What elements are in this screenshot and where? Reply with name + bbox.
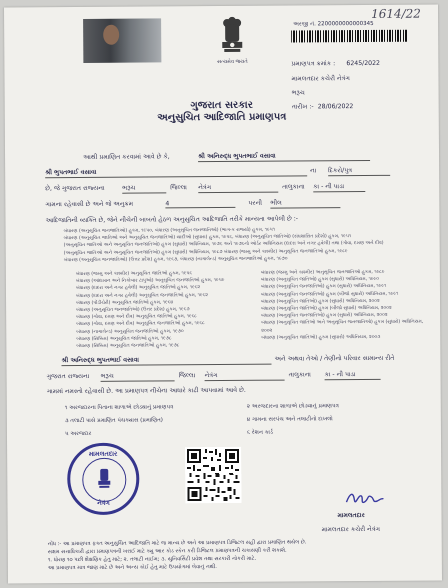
footer-note: આ પ્રમાણપત્ર માત્ર જાણ માટે છે અને અન્ય કોઈ હેતુ માટે ઉપયોગમાં લેવાનું નથી.	[47, 564, 217, 572]
taluka-label-2: તાલુકાના	[288, 371, 311, 379]
para-line: બંધારણ (અનુસૂચિત જાતિઓ અને અનુસૂચિત જનજાતિઓ) યાદીઓ (સુધારા) હુકમ, ૧૯૫૬, બંધારણ (અનુસૂચિત જાતિઓ) (સંઘશાસિત પ્રદેશો) હુકમ, ૧૯૫૧	[63, 234, 352, 242]
family-residence-text: અને અથવા તેઓ / તેણીનો પરિવાર સામાન્ય રીતે	[274, 354, 395, 363]
applicant-photo	[83, 18, 161, 63]
list-item: બંધારણ (પોંડીચેરી) અનુસૂચિત જાતિઓ હુકમ, ૧૯૬૪	[76, 300, 174, 306]
list-item: બંધારણ (અનુસૂચિત જનજાતિઓ) હુકમ (સુધારો) અધિનિયમ, ૧૯૯૧	[260, 284, 387, 291]
para-line: (અનુસૂચિત જાતિઓ અને અનુસૂચિત જનજાતિઓ) હુકમ (સુધારો) અધિનિયમ, ૧૯૮૭ બંધારણ (જમ્મુ અને કાશ્મીર) અનુસૂચિત જનજાતિઓ હુકમ, ૧૯૮૯	[63, 248, 348, 256]
basis-item: ૧ અરજદારના પિતાના શાળાએ છોડ્યાનું પ્રમાણપત્ર	[64, 404, 174, 412]
intro-text: આથી પ્રમાણિત કરવામાં આવે છે કે,	[83, 153, 170, 161]
relation: દિકરો/પુત્ર	[328, 167, 390, 176]
barcode-caption: અરજી નં. 2200000000000345	[293, 20, 374, 28]
officer-signature-icon	[344, 488, 384, 510]
list-item: બંધારણ (નાગાલેન્ડ) અનુસૂચિત જનજાતિઓ હુકમ, ૧૯૭૦	[76, 328, 184, 335]
district-1: ભરૂચ	[122, 184, 166, 193]
district-2: ભરૂચ	[101, 372, 175, 382]
footer-note: સક્ષમ સત્તાધિકારી દ્વારા પ્રમાણપત્રની ખરાઈ માટે ક્યુ આર કોડ સ્કેન કરી ડિજિટલ પ્રમાણપત્રની ચકાસણી કરી શકાશે.	[47, 547, 287, 556]
list-item: બંધારણ (જમ્મુ અને કાશ્મીર) અનુસૂચિત જાતિઓ હુકમ, ૧૯૫૬	[75, 271, 193, 278]
list-item: બંધારણ (અનુસૂચિત જાતિઓ અને અનુસૂચિત જનજાતિઓ) હુકમ (સુધારો) અધિનિયમ, ૨૦૦૨	[261, 320, 424, 334]
list-item: બંધારણ (ગોવા, દમણ અને દીવ) અનુસૂચિત જાતિઓ હુકમ, ૧૯૬૮	[76, 314, 197, 321]
applicant-name: શ્રી અનિરુદ્ધ ભુપતભાઈ વસાવા	[198, 152, 370, 162]
orders-list-left	[76, 270, 237, 350]
basis-item: ૩ તલાટી પાસે પ્રમાણિત પંચક્યાસ (પ્રમાણિત)	[64, 417, 163, 425]
residence-prefix: છે, જે ગુજરાત રાજ્યના	[45, 184, 105, 193]
basis-item: ૫ અરજદાર	[64, 430, 92, 438]
certificate-title: અનુસુચિત આદિજાતિ પ્રમાણપત્ર	[157, 111, 287, 124]
list-item: બંધારણ (દાદરા અને નગર હવેલી) અનુસૂચિત જનજાતિઓ હુકમ, ૧૯૬૨	[75, 292, 208, 299]
basis-statement: ગામમાં નમસ્તો રહેવાસી છે. આ પ્રમાણપત્ર નીચેના આધારે કાઢી આપવામાં આવે છે.	[46, 386, 246, 396]
taluka-2: નેત્રંગ	[205, 372, 285, 382]
signatory-office: મામલતદાર કચેરી નેત્રંગ	[321, 525, 381, 534]
orders-list-right	[261, 269, 423, 342]
issue-date: 28/06/2022	[317, 103, 354, 111]
state-emblem-icon	[212, 16, 252, 64]
list-item: બંધારણ (અનુસૂચિત જાતિઓ) હુકમ (સુધારો) અધિનિયમ, ૧૯૯૦	[260, 277, 380, 283]
basis-item: ૬ રેશન કાર્ડ	[246, 429, 274, 436]
para-line: (અનુસૂચિત જાતિઓ અને અનુસૂચિત જનજાતિઓ) હુકમ (સુધારો) અધિનિયમ, ૧૯૭૬ અને ૧૯૭૬નો ઓર્ડર અધિનિયમ (દાદરા અને નગર હવેલી) તથા (ગોવા, દમણ અને દીવ)	[63, 241, 384, 249]
basis-item: ૨ અરજદારના શાળાએ છોડ્યાનું પ્રમાણપત્ર	[246, 403, 339, 410]
issue-place: ભરૂચ	[291, 89, 305, 97]
district-label-1: જિલ્લા	[170, 184, 187, 192]
schedule-number: 4	[165, 200, 235, 208]
list-item: બંધારણ (અનુસૂચિત જનજાતિઓ) (ઉત્તર પ્રદેશ) હુકમ, ૧૯૬૭	[76, 307, 190, 314]
cert-number: 6245/2022	[346, 59, 380, 68]
footer-notes	[48, 538, 432, 573]
verification-qr-code	[185, 447, 241, 503]
schedule-mid: પરની	[248, 199, 263, 207]
certificate-page	[4, 4, 442, 583]
emblem-caption: સત્યમેવ જયતે	[217, 58, 248, 66]
footer-note: ૧. ધોરણ ૧૦ પછી શૈક્ષણિક હેતુ માટે; ૨. તલાટી નાઈમ; ૩. યુનિવર્સિટી પ્રવેશ તથા સરકારી નોકરી માટે.	[47, 555, 257, 564]
state-prefix: ગુજરાત રાજ્યના	[46, 372, 90, 381]
applicant-name-repeat: શ્રી અનિરુદ્ધ ભુપતભાઈ વસાવા	[61, 356, 271, 366]
cert-number-label: પ્રમાણપત્ર ક્રમાંક :	[291, 60, 336, 68]
list-item: બંધારણ (અનુસૂચિત જનજાતિઓ) હુકમ (સુધારો) અધિનિયમ, ૨૦૦૨	[261, 313, 388, 319]
issuing-office: મામલતદાર કચેરી નેત્રંગ	[291, 75, 350, 83]
signatory-title: મામલતદાર	[337, 512, 365, 520]
official-seal	[67, 443, 140, 516]
list-item: બંધારણ (અનુસૂચિત જનજાતિઓ) હુકમ (બીજો સુધારો) અધિનિયમ, ૧૯૯૧	[260, 291, 399, 298]
list-item: બંધારણ (આંદામાન અને નિકોબાર ટાપુઓ) અનુસૂચિત જનજાતિઓ હુકમ, ૧૯૫૯	[75, 278, 225, 285]
seal-emblem-icon	[94, 466, 114, 490]
footer-note: નોંધ :- આ પ્રમાણપત્ર ફક્ત અનુસુચિત આદિજાતિ માટે જ માન્ય છે અને આ પ્રમાણપત્ર ડિજિટલ સહી દ્વારા પ્રમાણિત થયેલ છે.	[47, 539, 307, 548]
seal-text-top: મામલતદાર	[88, 449, 118, 458]
list-item: બંધારણ (અનુસૂચિત જાતિઓ) હુકમ (સુધારો) અધિનિયમ, ૨૦૦૨	[261, 298, 380, 305]
tribe-name: ભીલ	[270, 199, 340, 208]
schedule-prefix: ગામના રહેવાસી છે અને જે અનુક્રમ	[45, 200, 134, 209]
list-item: બંધારણ (દાદરા અને નગર હવેલી) અનુસૂચિત જાતિઓ હુકમ, ૧૯૬૨	[75, 285, 201, 292]
father-name: શ્રી ભુપતભાઈ વસાવા	[45, 167, 307, 178]
village-2: કા - ની પાડા	[325, 371, 381, 380]
basis-item: ૪ ગામના સરપંચ અને તલાટીનો દાખલો	[246, 416, 333, 423]
legal-orders-paragraph	[64, 226, 426, 265]
district-label-2: જિલ્લા	[178, 372, 196, 380]
issue-date-label: તારીખ :-	[291, 103, 314, 111]
handwritten-number: 1614/22	[370, 6, 421, 21]
list-item: બંધારણ (ગોવા, દમણ અને દીવ) અનુસૂચિત જનજાતિઓ હુકમ, ૧૯૬૮	[76, 321, 205, 328]
barcode	[291, 30, 407, 43]
recognition-statement: આદિજાતિની વ્યક્તિ છે, જેને નીચેની બાબતો હેઠળ અનુસુચિત આદિજાતિ તરીકે માન્યતા આપેલી છે :-	[45, 215, 299, 225]
list-item: બંધારણ (અનુસૂચિત જાતિઓ) હુકમ (સુધારો) અધિનિયમ, ૨૦૦૩	[261, 334, 381, 341]
taluka-1: નેત્રંગ	[198, 184, 278, 194]
taluka-label-1: તાલુકાના	[282, 183, 305, 191]
relation-connector: ના	[310, 167, 317, 175]
para-line: બંધારણ (અનુસૂચિત જનજાતિઓ) હુકમ, ૧૯૫૦, બંધારણ (અનુસૂચિત જનજાતિઓ) (ભાગ-ક રાજ્યો) હુકમ, ૧૯૫૧	[63, 227, 276, 235]
village-1: કા - ની પાડા	[313, 183, 365, 192]
list-item: બંધારણ (સિક્કિમ) અનુસૂચિત જાતિઓ હુકમ, ૧૯૭૮	[76, 336, 172, 342]
government-title: ગુજરાત સરકાર	[190, 99, 253, 112]
list-item: બંધારણ (સિક્કિમ) અનુસૂચિત જનજાતિઓ હુકમ, ૧૯૭૮	[76, 343, 180, 350]
para-line: બંધારણ (અનુસૂચિત જનજાતિઓ) (ઉત્તર પ્રદેશ) હુકમ, ૧૯૬૭, બંધારણ (નાગાલેન્ડ) અનુસૂચિત જનજાતિઓ હુકમ, ૧૯૭૦	[63, 256, 288, 263]
list-item: બંધારણ (જમ્મુ અને કાશ્મીર) અનુસૂચિત જનજાતિઓ હુકમ, ૧૯૮૯	[260, 269, 385, 276]
seal-text-bottom: નેત્રંગ	[97, 499, 110, 507]
list-item: બંધારણ (અનુસૂચિત જાતિઓ) હુકમ (બીજો સુધારો) અધિનિયમ, ૨૦૦૨	[261, 305, 392, 312]
